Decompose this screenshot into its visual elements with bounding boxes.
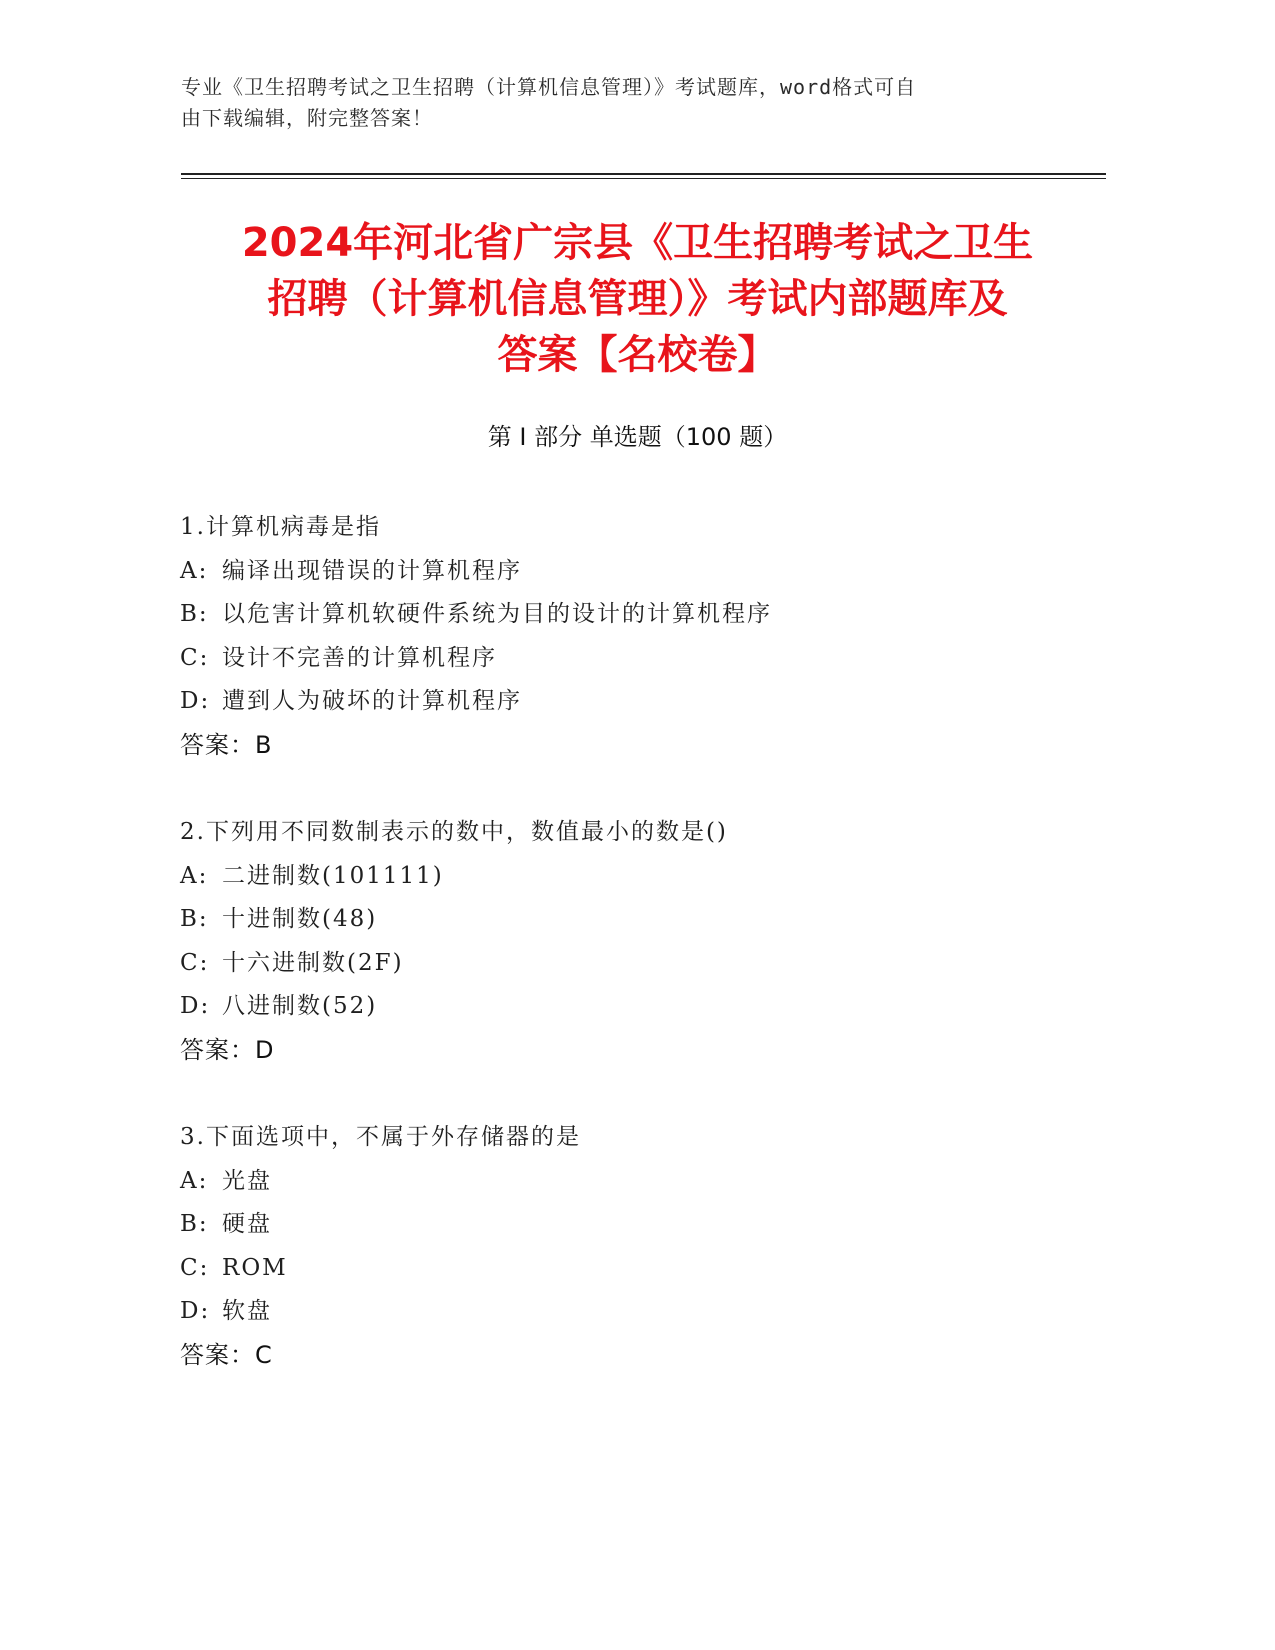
option-b: [180, 593, 1080, 637]
option-letter: D:: [180, 688, 211, 714]
option-text: 十六进制数(2F): [222, 949, 404, 976]
header-note-line-1: 专业《卫生招聘考试之卫生招聘（计算机信息管理）》考试题库，word格式可自: [181, 75, 917, 99]
option-text: 八进制数(52): [222, 993, 378, 1019]
option-letter: A:: [180, 1167, 209, 1194]
header-note: [181, 72, 1061, 134]
option-text: 十进制数(48): [222, 906, 378, 932]
header-note-line-2: 由下载编辑，附完整答案！: [181, 106, 433, 130]
option-letter: B:: [180, 1211, 209, 1237]
option-d: [180, 985, 1080, 1029]
question-item: [180, 1116, 1080, 1377]
option-text: 二进制数(101111): [222, 862, 444, 889]
option-text: 遭到人为破坏的计算机程序: [222, 688, 522, 714]
document-title-line-3: 答案【名校卷】: [497, 332, 778, 378]
option-d: [180, 680, 1080, 724]
answer-text: 答案：C: [180, 1340, 273, 1369]
document-title-line-1: 2024年河北省广宗县《卫生招聘考试之卫生: [241, 220, 1034, 266]
header-divider-thick: [181, 173, 1106, 175]
question-list: [180, 506, 1080, 1421]
option-text: 软盘: [222, 1298, 272, 1324]
option-a: [180, 855, 1080, 899]
question-item: [180, 506, 1080, 767]
header-divider-thin: [181, 178, 1106, 179]
question-stem: 3.下面选项中，不属于外存储器的是: [180, 1124, 581, 1150]
option-c: [180, 637, 1080, 681]
option-letter: C:: [180, 644, 210, 671]
option-text: 以危害计算机软硬件系统为目的设计的计算机程序: [222, 601, 772, 627]
option-letter: D:: [180, 993, 211, 1019]
option-text: 编译出现错误的计算机程序: [222, 557, 522, 584]
option-c: [180, 942, 1080, 986]
option-b: [180, 898, 1080, 942]
question-stem: 1.计算机病毒是指: [180, 514, 381, 540]
answer-text: 答案：B: [180, 730, 273, 759]
option-letter: C:: [180, 949, 210, 976]
document-title: [150, 215, 1125, 383]
option-a: [180, 550, 1080, 594]
option-letter: A:: [180, 557, 209, 584]
option-text: ROM: [222, 1254, 288, 1281]
option-text: 硬盘: [222, 1211, 272, 1237]
option-letter: B:: [180, 906, 209, 932]
question-item: [180, 811, 1080, 1072]
option-letter: A:: [180, 862, 209, 889]
question-stem: 2.下列用不同数制表示的数中，数值最小的数是(): [180, 819, 728, 845]
option-a: [180, 1160, 1080, 1204]
option-c: [180, 1247, 1080, 1291]
answer-text: 答案：D: [180, 1035, 275, 1064]
document-title-line-2: 招聘（计算机信息管理）》考试内部题库及: [267, 276, 1008, 322]
option-letter: B:: [180, 601, 209, 627]
option-letter: D:: [180, 1298, 211, 1324]
option-letter: C:: [180, 1254, 210, 1281]
section-title: 第 I 部分 单选题（100 题）: [487, 423, 788, 451]
option-text: 设计不完善的计算机程序: [222, 644, 497, 671]
option-d: [180, 1290, 1080, 1334]
option-b: [180, 1203, 1080, 1247]
option-text: 光盘: [222, 1167, 272, 1194]
